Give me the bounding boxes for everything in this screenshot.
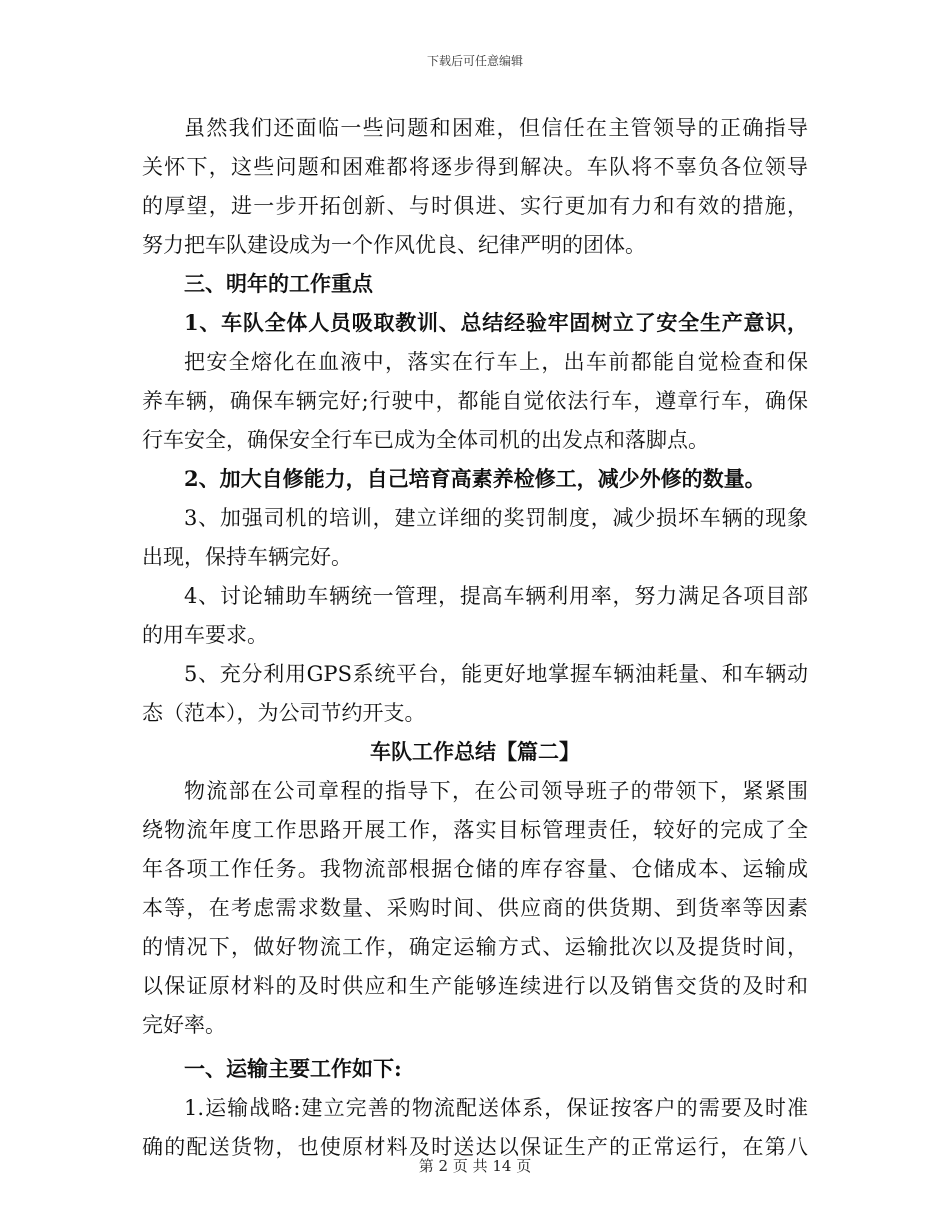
paragraph-line: 行车安全，确保安全行车已成为全体司机的出发点和落脚点。 <box>142 428 709 452</box>
paragraph-line: 努力把车队建设成为一个作风优良、纪律严明的团体。 <box>142 233 646 257</box>
paragraph-line: 年各项工作任务。我物流部根据仓储的库存容量、仓储成本、运输成 <box>142 857 808 881</box>
paragraph-line: 虽然我们还面临一些问题和困难，但信任在主管领导的正确指导 <box>184 116 808 140</box>
paragraph-line: 把安全熔化在血液中，落实在行车上，出车前都能自觉检查和保 <box>184 350 808 374</box>
section-heading: 三、明年的工作重点 <box>184 271 373 296</box>
paragraph-line: 的情况下，做好物流工作，确定运输方式、运输批次以及提货时间， <box>142 935 808 959</box>
paragraph-line: 3、加强司机的培训，建立详细的奖罚制度，减少损坏车辆的现象 <box>184 506 808 530</box>
paragraph-line: 出现，保持车辆完好。 <box>142 545 352 569</box>
page-header: 下载后可任意编辑 <box>426 54 523 68</box>
paragraph-line: 5、充分利用GPS系统平台，能更好地掌握车辆油耗量、和车辆动 <box>184 662 808 686</box>
paragraph-line: 确的配送货物，也使原材料及时送达以保证生产的正常运行，在第八 <box>142 1135 808 1159</box>
paragraph-line: 本等，在考虑需求数量、采购时间、供应商的供货期、到货率等因素 <box>142 896 808 920</box>
page-footer: 第 2 页 共 14 页 <box>418 1157 532 1175</box>
paragraph-line: 以保证原材料的及时供应和生产能够连续进行以及销售交货的及时和 <box>142 974 808 998</box>
section-title: 车队工作总结【篇二】 <box>370 739 580 764</box>
section-heading: 一、运输主要工作如下: <box>184 1056 402 1081</box>
paragraph-line: 养车辆，确保车辆完好;行驶中，都能自觉依法行车，遵章行车，确保 <box>142 389 808 413</box>
paragraph-line: 态（范本），为公司节约开支。 <box>142 701 426 725</box>
paragraph-line: 物流部在公司章程的指导下，在公司领导班子的带领下，紧紧围 <box>184 779 808 803</box>
paragraph-line: 关怀下，这些问题和困难都将逐步得到解决。车队将不辜负各位领导 <box>142 155 808 179</box>
paragraph-line: 完好率。 <box>142 1013 226 1037</box>
bold-item-heading: 1、车队全体人员吸取教训、总结经验牢固树立了安全生产意识， <box>184 310 808 335</box>
bold-item-heading: 2、加大自修能力，自己培育高素养检修工，减少外修的数量。 <box>184 466 766 491</box>
paragraph-line: 1.运输战略:建立完善的物流配送体系，保证按客户的需要及时准 <box>184 1096 808 1120</box>
paragraph-line: 绕物流年度工作思路开展工作，落实目标管理责任，较好的完成了全 <box>142 818 808 842</box>
paragraph-line: 4、讨论辅助车辆统一管理，提高车辆利用率，努力满足各项目部 <box>184 584 808 608</box>
paragraph-line: 的用车要求。 <box>142 623 268 647</box>
paragraph-line: 的厚望，进一步开拓创新、与时俱进、实行更加有力和有效的措施， <box>142 194 808 218</box>
